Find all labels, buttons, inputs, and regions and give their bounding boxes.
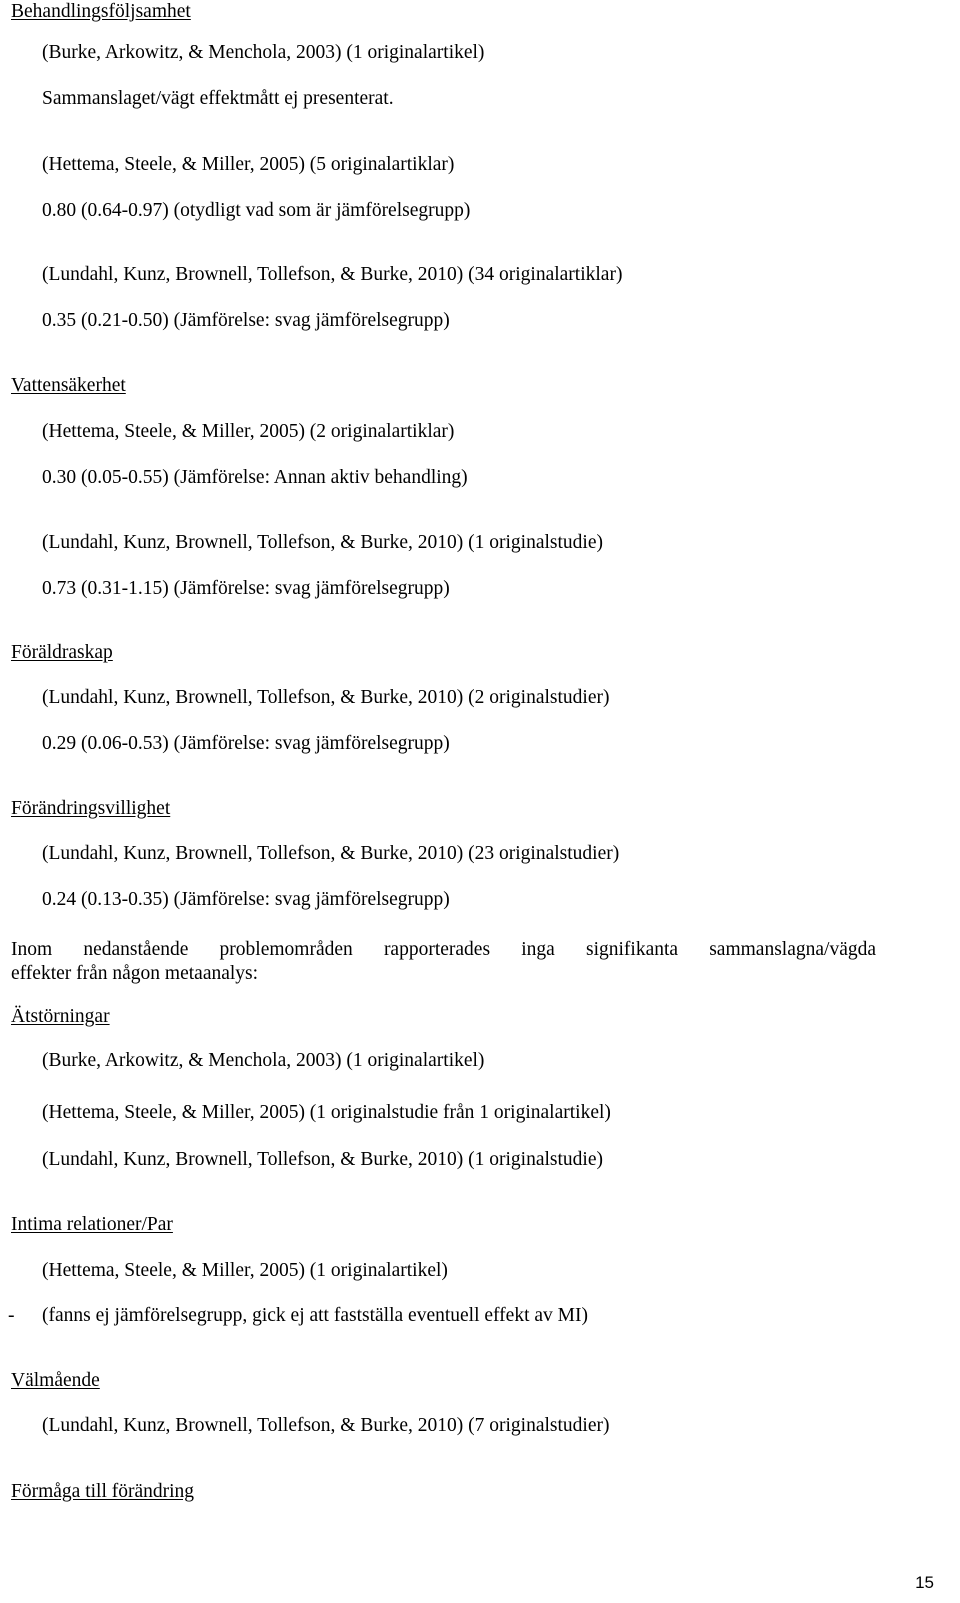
citation-line: (Hettema, Steele, & Miller, 2005) (1 originalstudie från 1 originalartikel) <box>42 1102 611 1123</box>
effect-size-line: 0.24 (0.13-0.35) (Jämförelse: svag jämförelsegrupp) <box>42 889 450 910</box>
citation-line: (Lundahl, Kunz, Brownell, Tollefson, & Burke, 2010) (1 originalstudie) <box>42 532 603 553</box>
note-line: (fanns ej jämförelsegrupp, gick ej att fastställa eventuell effekt av MI) <box>42 1305 588 1326</box>
citation-line: (Lundahl, Kunz, Brownell, Tollefson, & Burke, 2010) (1 originalstudie) <box>42 1149 603 1170</box>
intro-paragraph <box>11 938 876 986</box>
effect-size-line: 0.30 (0.05-0.55) (Jämförelse: Annan aktiv behandling) <box>42 467 468 488</box>
effect-size-line: 0.80 (0.64-0.97) (otydligt vad som är jämförelsegrupp) <box>42 200 471 221</box>
citation-line: (Lundahl, Kunz, Brownell, Tollefson, & Burke, 2010) (2 originalstudier) <box>42 687 610 708</box>
page-number: 15 <box>915 1573 934 1592</box>
citation-line: (Lundahl, Kunz, Brownell, Tollefson, & Burke, 2010) (23 originalstudier) <box>42 843 620 864</box>
section-heading-forandringsvillighet: Förändringsvillighet <box>11 798 171 819</box>
section-heading-atstorningar: Ätstörningar <box>11 1006 110 1027</box>
section-heading-vattensakerhet: Vattensäkerhet <box>11 375 126 396</box>
citation-line: (Hettema, Steele, & Miller, 2005) (2 originalartiklar) <box>42 421 455 442</box>
section-heading-formaga-till-forandring: Förmåga till förändring <box>11 1481 195 1502</box>
citation-line: (Hettema, Steele, & Miller, 2005) (5 originalartiklar) <box>42 154 455 175</box>
section-heading-valmaende: Välmående <box>11 1370 100 1391</box>
section-heading-behandlingsfoljsamhet: Behandlingsföljsamhet <box>11 1 191 22</box>
citation-line: (Lundahl, Kunz, Brownell, Tollefson, & Burke, 2010) (7 originalstudier) <box>42 1415 610 1436</box>
citation-line: (Lundahl, Kunz, Brownell, Tollefson, & Burke, 2010) (34 originalartiklar) <box>42 264 623 285</box>
section-heading-intima-relationer: Intima relationer/Par <box>11 1214 173 1235</box>
intro-line-2: effekter från någon metaanalys: <box>11 963 259 984</box>
note-line: Sammanslaget/vägt effektmått ej presenterat. <box>42 88 394 109</box>
citation-line: (Burke, Arkowitz, & Menchola, 2003) (1 originalartikel) <box>42 1050 485 1071</box>
section-heading-foraldraskap: Föräldraskap <box>11 642 113 663</box>
intro-line-1: Inom nedanstående problemområden rapporterades inga signifikanta sammanslagna/vägda <box>11 939 876 960</box>
list-dash: - <box>8 1305 15 1326</box>
effect-size-line: 0.29 (0.06-0.53) (Jämförelse: svag jämförelsegrupp) <box>42 733 450 754</box>
citation-line: (Hettema, Steele, & Miller, 2005) (1 originalartikel) <box>42 1260 448 1281</box>
citation-line: (Burke, Arkowitz, & Menchola, 2003) (1 originalartikel) <box>42 42 485 63</box>
effect-size-line: 0.73 (0.31-1.15) (Jämförelse: svag jämförelsegrupp) <box>42 578 450 599</box>
effect-size-line: 0.35 (0.21-0.50) (Jämförelse: svag jämförelsegrupp) <box>42 310 450 331</box>
